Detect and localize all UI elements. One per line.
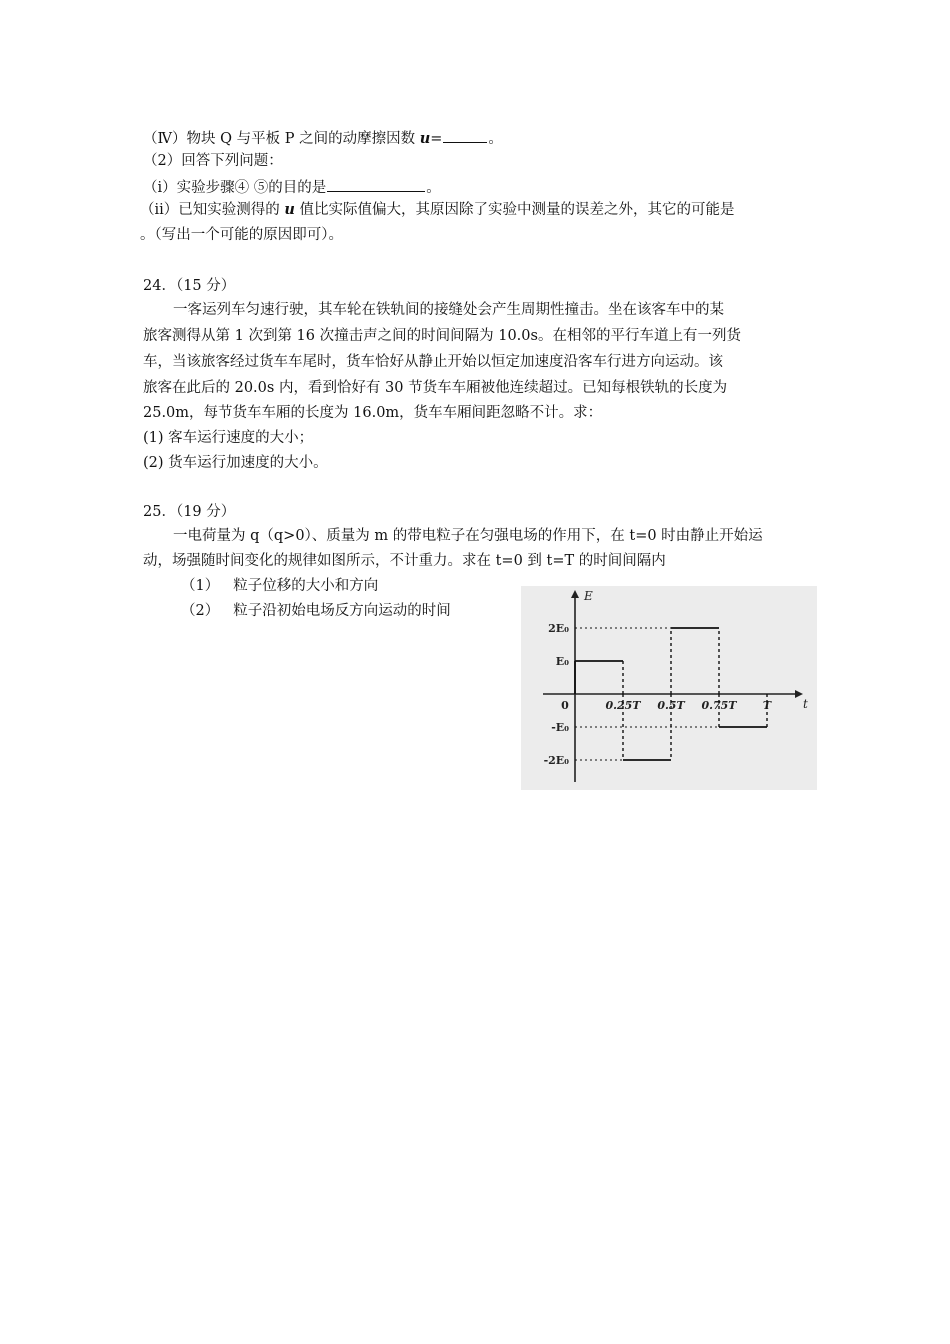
q25-line-1: 一电荷量为 q（q>0）、质量为 m 的带电粒子在匀强电场的作用下，在 t=0 时由静止开始运 — [173, 528, 763, 544]
q23-iv-line — [143, 128, 813, 148]
y-axis-label: E — [584, 589, 593, 603]
q23-ii-suffix: 值比实际值偏大，其原因除了实验中测量的误差之外，其它的可能是 — [294, 202, 735, 218]
q25-header: 25．（19 分） — [143, 504, 236, 520]
q24-line-3: 车，当该旅客经过货车车尾时，货车恰好从静止开始以恒定加速度沿客车行进方向运动。该 — [143, 354, 723, 370]
q23-ii-var: u — [284, 201, 295, 218]
x-axis-label: t — [803, 697, 808, 711]
q25-sub-2-text: 粒子沿初始电场反方向运动的时间 — [233, 603, 451, 619]
x-tick-label: 0 — [561, 699, 569, 712]
q24-line-4: 旅客在此后的 20.0s 内，看到恰好有 30 节货车车厢被他连续超过。已知每根铁轨的长度为 — [143, 380, 728, 396]
q25-sub-1-num: （1） — [181, 578, 220, 594]
x-axis-arrow — [795, 690, 803, 698]
answer-blank-iv — [443, 128, 487, 143]
q24-sub-1: (1) 客车运行速度的大小； — [143, 430, 314, 446]
q25-sub-2-num: （2） — [181, 603, 220, 619]
q24-header: 24．（15 分） — [143, 278, 236, 294]
q23-i-text: （i）实验步骤④ ⑤的目的是 — [143, 180, 327, 196]
x-tick-label: 0.75T — [701, 699, 737, 712]
y-axis-arrow — [571, 590, 579, 598]
q24-sub-2: (2) 货车运行加速度的大小。 — [143, 455, 328, 471]
q24-line-1: 一客运列车匀速行驶，其车轮在铁轨间的接缝处会产生周期性撞击。坐在该客车中的某 — [173, 302, 724, 318]
q23-ii-cont: 。（写出一个可能的原因即可）。 — [140, 227, 343, 243]
q25-line-2: 动，场强随时间变化的规律如图所示，不计重力。求在 t=0 到 t=T 的时间间隔内 — [143, 553, 666, 569]
q23-iv-var: u — [419, 130, 431, 147]
q23-i-end: 。 — [426, 180, 441, 196]
q24-line-2: 旅客测得从第 1 次到第 16 次撞击声之间的时间间隔为 10.0s。在相邻的平行车道上有一列货 — [143, 328, 741, 344]
q23-iv-eq: = — [430, 131, 443, 147]
q23-iv-end: 。 — [488, 131, 503, 147]
q23-ii-prefix: （ii）已知实验测得的 — [140, 202, 285, 218]
q23-i-line — [143, 177, 813, 197]
answer-blank-i — [327, 177, 425, 192]
field-time-chart — [521, 586, 817, 790]
y-tick-label: -E₀ — [551, 721, 569, 734]
q24-line-5: 25.0m，每节货车车厢的长度为 16.0m，货车车厢间距忽略不计。求： — [143, 405, 603, 421]
q23-ii-line — [140, 201, 810, 219]
x-tick-label: 0.5T — [657, 699, 685, 712]
q23-iv-text: （Ⅳ）物块 Q 与平板 P 之间的动摩擦因数 — [143, 131, 420, 147]
q23-part2: （2）回答下列问题： — [143, 153, 283, 169]
y-tick-label: 2E₀ — [548, 622, 569, 635]
y-tick-label: E₀ — [555, 655, 569, 668]
x-tick-label: T — [762, 699, 772, 712]
x-tick-label: 0.25T — [605, 699, 641, 712]
q25-sub-1-text: 粒子位移的大小和方向 — [233, 578, 379, 594]
y-tick-label: -2E₀ — [543, 754, 569, 767]
chart-svg — [521, 586, 817, 790]
